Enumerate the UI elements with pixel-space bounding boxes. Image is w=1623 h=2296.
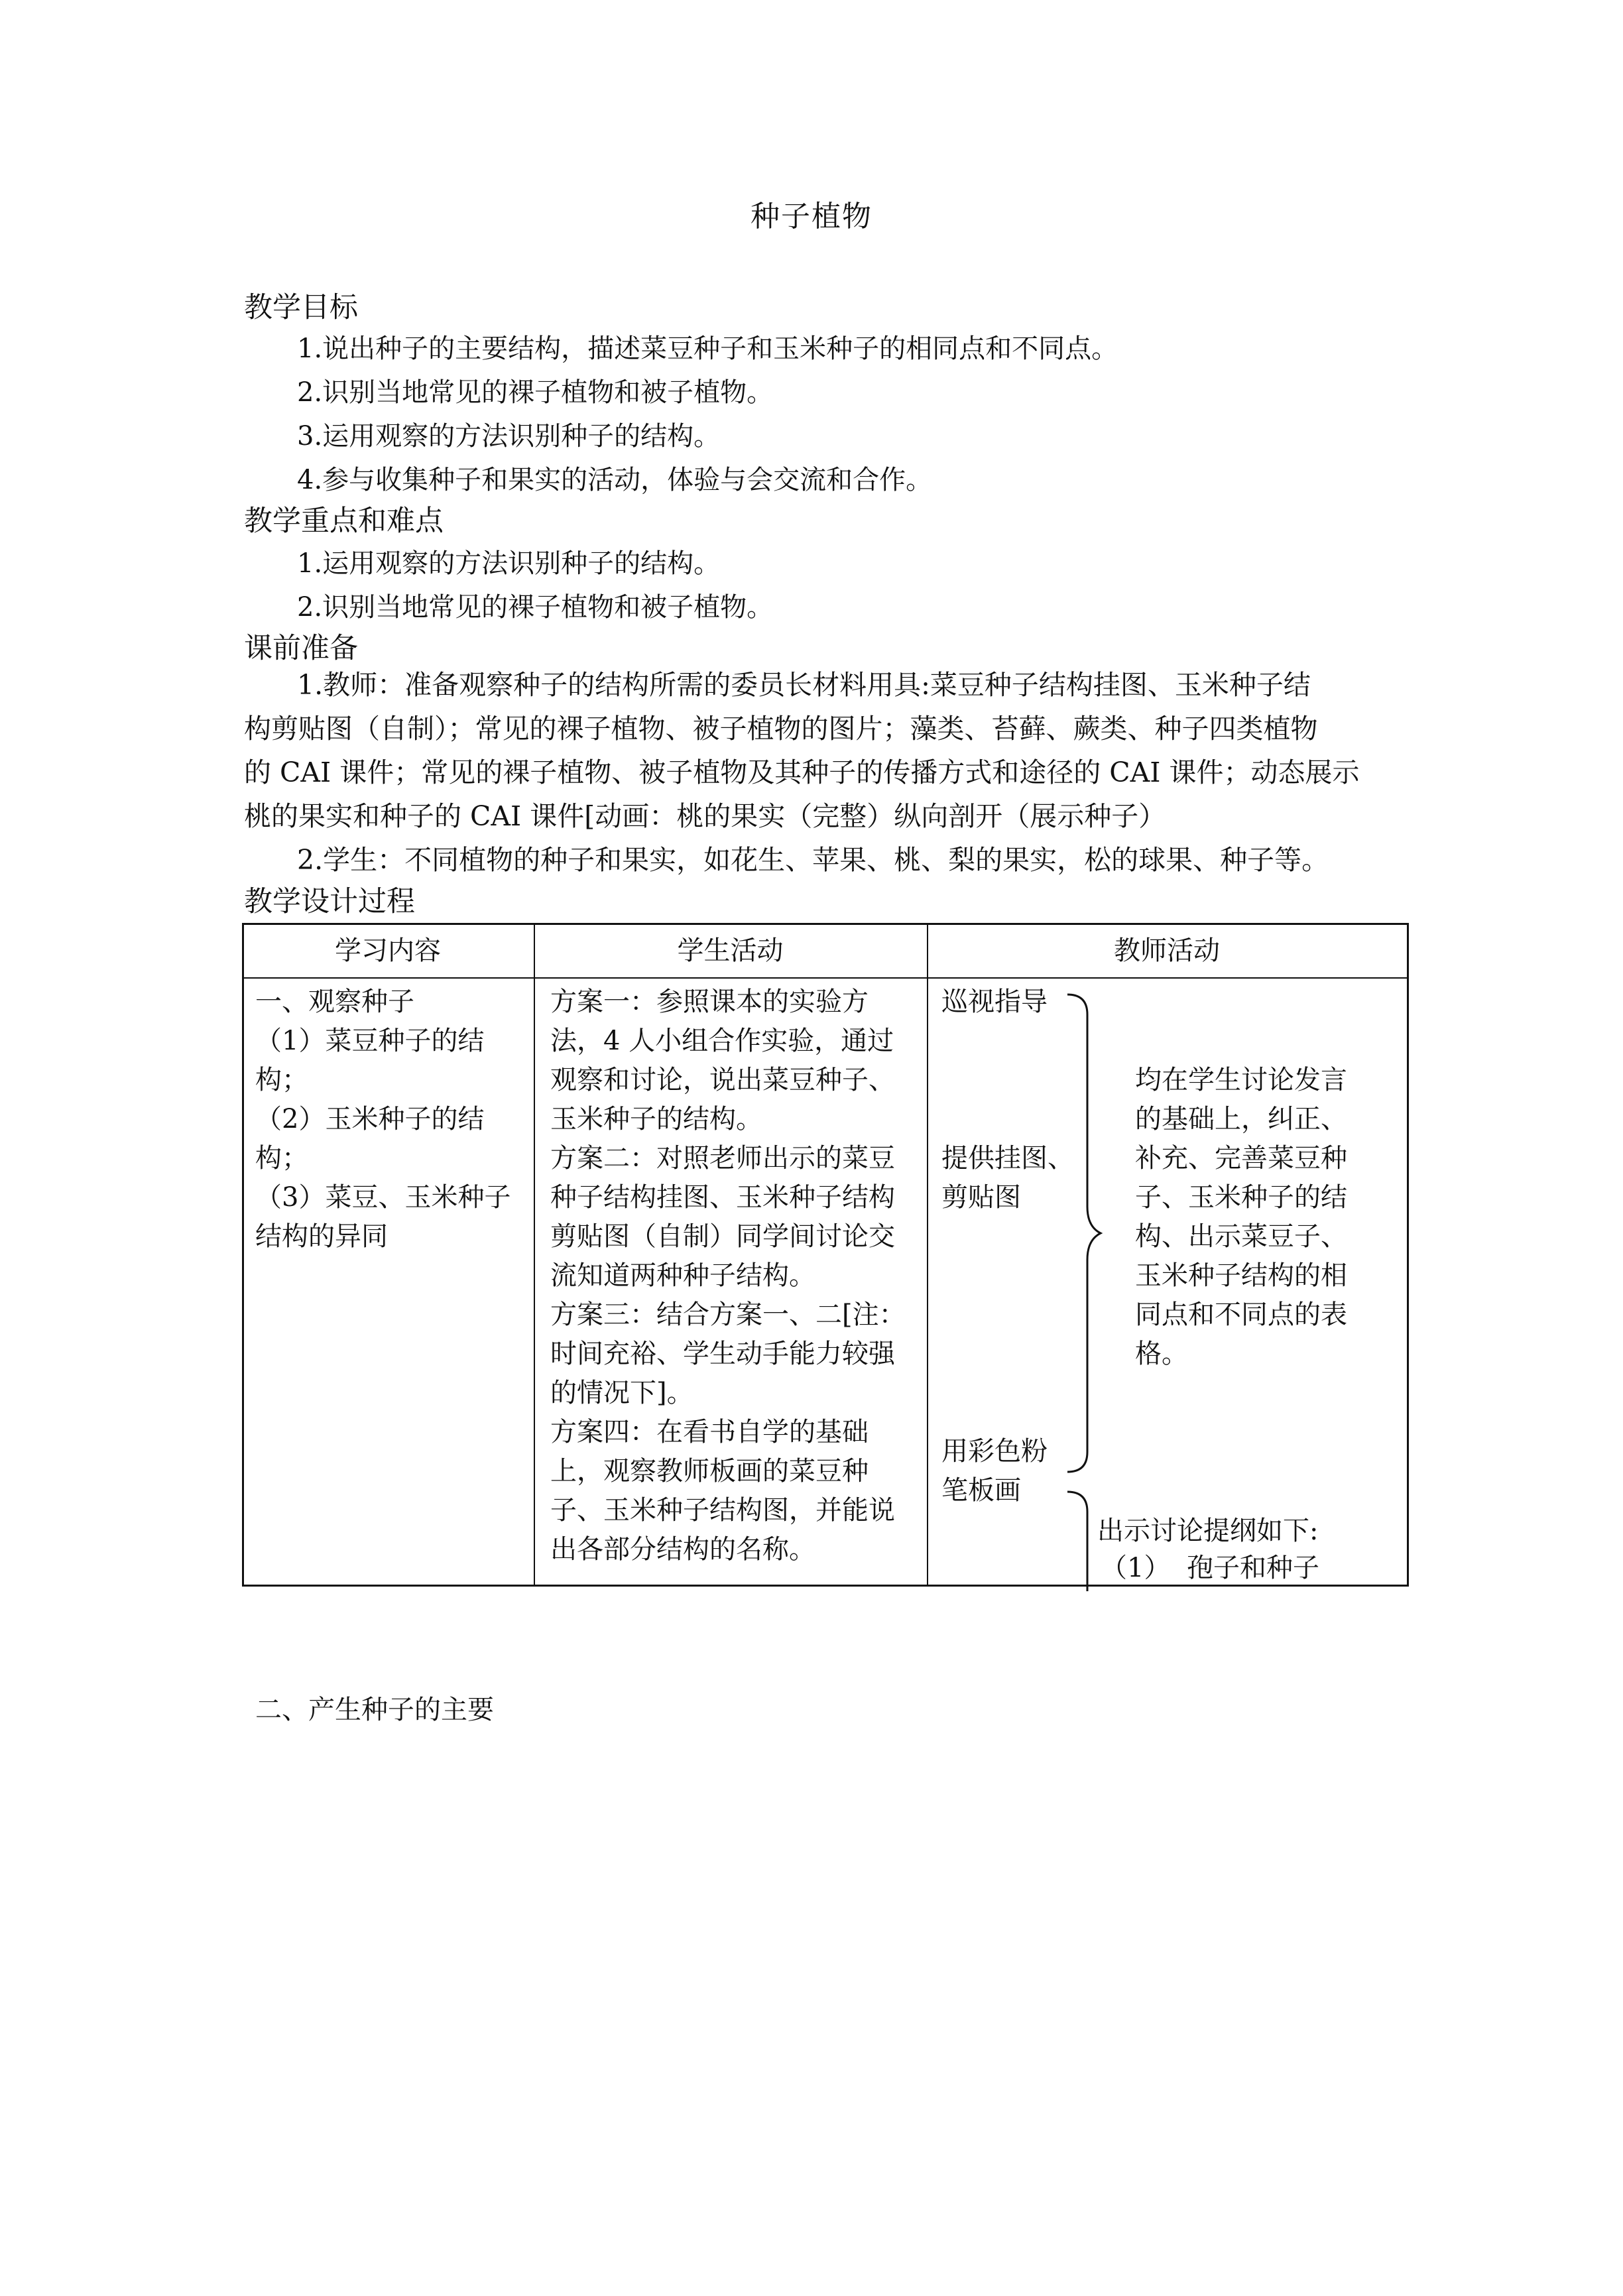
table-header-content: 学习内容 bbox=[335, 936, 441, 966]
objective-item: 2.识别当地常见的裸子植物和被子植物。 bbox=[297, 377, 774, 408]
discussion-outline-intro: 出示讨论提纲如下: bbox=[1097, 1516, 1319, 1546]
objective-item: 1.说出种子的主要结构，描述菜豆种子和玉米种子的相同点和不同点。 bbox=[297, 333, 1118, 364]
keypoint-item: 1.运用观察的方法识别种子的结构。 bbox=[297, 548, 721, 579]
preparation-student-line: 2.学生：不同植物的种子和果实，如花生、苹果、桃、梨的果实，松的球果、种子等。 bbox=[297, 844, 1329, 876]
table-border-right bbox=[1407, 923, 1409, 1587]
student-line: 观察和讨论，说出菜豆种子、 bbox=[550, 1065, 895, 1095]
student-line: 流知道两种种子结构。 bbox=[550, 1260, 815, 1291]
teacher-note-line: 玉米种子结构的相 bbox=[1135, 1260, 1347, 1291]
table-header-teacher: 教师活动 bbox=[1114, 936, 1220, 966]
table-column-divider bbox=[534, 923, 535, 1587]
preparation-teacher-line: 构剪贴图（自制）；常见的裸子植物、被子植物的图片；藻类、苔藓、蕨类、种子四类植物 bbox=[244, 713, 1318, 745]
teacher-action: 巡视指导 bbox=[941, 987, 1048, 1017]
teacher-note-line: 同点和不同点的表 bbox=[1135, 1299, 1347, 1330]
teacher-note-line: 补充、完善菜豆种 bbox=[1135, 1143, 1347, 1174]
student-line: 子、玉米种子结构图，并能说 bbox=[550, 1495, 895, 1526]
content-line: 构； bbox=[255, 1065, 308, 1095]
student-line: 种子结构挂图、玉米种子结构 bbox=[550, 1182, 895, 1213]
preparation-teacher-line: 1.教师：准备观察种子的结构所需的委员长材料用具:菜豆种子结构挂图、玉米种子结 bbox=[297, 669, 1311, 701]
brace-group-2 bbox=[1061, 1492, 1101, 1591]
content-line: （2）玉米种子的结 bbox=[255, 1104, 485, 1134]
discussion-question-number: （1） bbox=[1101, 1553, 1171, 1583]
process-heading: 教学设计过程 bbox=[244, 885, 415, 918]
brace-group-1 bbox=[1061, 995, 1101, 1472]
teacher-note-line: 子、玉米种子的结 bbox=[1135, 1182, 1347, 1213]
student-line: 法，4 人小组合作实验，通过 bbox=[550, 1026, 894, 1056]
teacher-note-line: 均在学生讨论发言 bbox=[1135, 1065, 1347, 1095]
objective-item: 3.运用观察的方法识别种子的结构。 bbox=[297, 421, 721, 452]
teacher-action: 剪贴图 bbox=[941, 1182, 1021, 1213]
objective-item: 4.参与收集种子和果实的活动，体验与会交流和合作。 bbox=[297, 465, 933, 495]
teacher-action: 提供挂图、 bbox=[941, 1143, 1074, 1174]
content-line: （1）菜豆种子的结 bbox=[255, 1026, 485, 1056]
content-section-1-title: 一、观察种子 bbox=[255, 987, 414, 1017]
keypoints-heading: 教学重点和难点 bbox=[244, 505, 444, 538]
content-section-2-title: 二、产生种子的主要 bbox=[255, 1695, 494, 1725]
teacher-action: 用彩色粉 bbox=[941, 1436, 1048, 1467]
student-line: 的情况下]。 bbox=[550, 1378, 693, 1408]
objectives-heading: 教学目标 bbox=[244, 291, 358, 324]
student-line: 方案三：结合方案一、二[注： bbox=[550, 1299, 906, 1330]
student-line: 方案一：参照课本的实验方 bbox=[550, 987, 869, 1017]
table-column-divider bbox=[927, 923, 928, 1587]
student-line: 剪贴图（自制）同学间讨论交 bbox=[550, 1221, 895, 1252]
keypoint-item: 2.识别当地常见的裸子植物和被子植物。 bbox=[297, 592, 774, 623]
student-line: 上，观察教师板画的菜豆种 bbox=[550, 1456, 869, 1486]
teacher-note-line: 构、出示菜豆子、 bbox=[1135, 1221, 1347, 1252]
teacher-note-line: 格。 bbox=[1135, 1339, 1188, 1369]
content-line: 结构的异同 bbox=[255, 1221, 388, 1252]
table-header-student: 学生活动 bbox=[677, 936, 784, 966]
discussion-question-line: 孢子和种子 bbox=[1187, 1553, 1319, 1583]
student-line: 方案四：在看书自学的基础 bbox=[550, 1417, 869, 1447]
table-border-top bbox=[242, 923, 1409, 925]
content-line: （3）菜豆、玉米种子 bbox=[255, 1182, 511, 1213]
teacher-note-line: 的基础上，纠正、 bbox=[1135, 1104, 1347, 1134]
preparation-teacher-line: 桃的果实和种子的 CAI 课件[动画：桃的果实（完整）纵向剖开（展示种子） bbox=[244, 800, 1166, 832]
content-line: 构； bbox=[255, 1143, 308, 1174]
student-line: 出各部分结构的名称。 bbox=[550, 1534, 815, 1565]
student-line: 时间充裕、学生动手能力较强 bbox=[550, 1339, 895, 1369]
teacher-action: 笔板画 bbox=[941, 1475, 1021, 1506]
student-line: 玉米种子的结构。 bbox=[550, 1104, 762, 1134]
table-border-left bbox=[242, 923, 244, 1587]
student-line: 方案二：对照老师出示的菜豆 bbox=[550, 1143, 895, 1174]
page-title: 种子植物 bbox=[751, 200, 872, 233]
preparation-teacher-line: 的 CAI 课件；常见的裸子植物、被子植物及其种子的传播方式和途径的 CAI 课件；动态展示 bbox=[244, 756, 1360, 788]
table-header-divider bbox=[242, 977, 1409, 979]
preparation-heading: 课前准备 bbox=[244, 632, 358, 665]
